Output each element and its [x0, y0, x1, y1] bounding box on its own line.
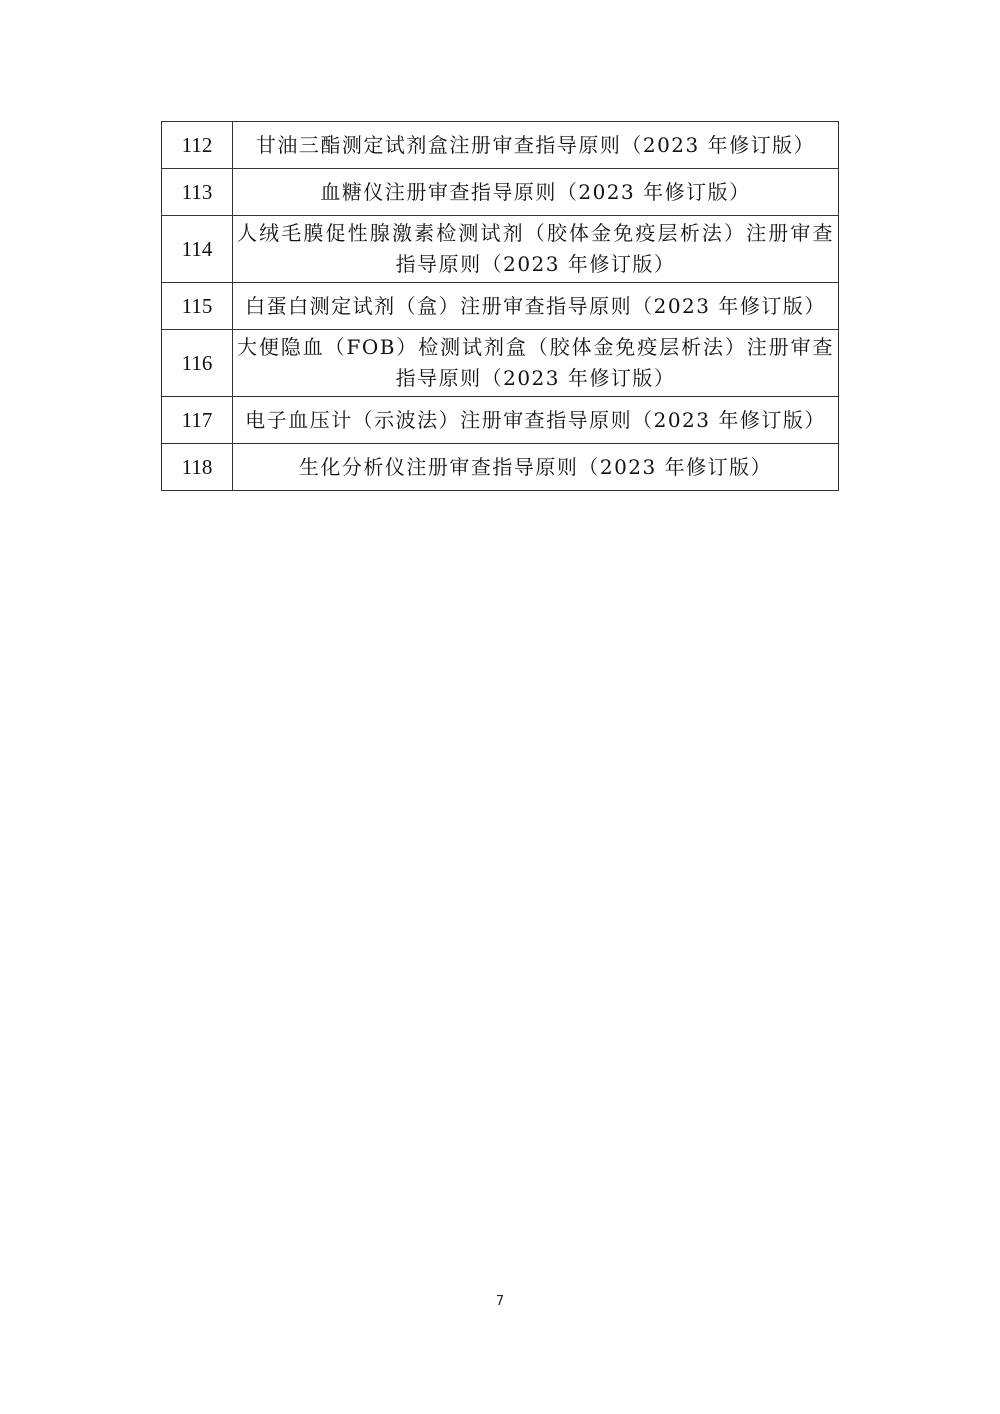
row-title: 生化分析仪注册审查指导原则（2023 年修订版）	[233, 444, 839, 491]
table-row	[162, 397, 839, 444]
table-row	[162, 216, 839, 283]
row-number: 114	[162, 216, 233, 283]
row-number: 116	[162, 330, 233, 397]
table-row	[162, 330, 839, 397]
row-title: 电子血压计（示波法）注册审查指导原则（2023 年修订版）	[233, 397, 839, 444]
row-title: 甘油三酯测定试剂盒注册审查指导原则（2023 年修订版）	[233, 122, 839, 169]
row-number: 112	[162, 122, 233, 169]
row-title: 血糖仪注册审查指导原则（2023 年修订版）	[233, 169, 839, 216]
row-title: 人绒毛膜促性腺激素检测试剂（胶体金免疫层析法）注册审查指导原则（2023 年修订版）	[233, 216, 839, 283]
row-number: 118	[162, 444, 233, 491]
row-number: 117	[162, 397, 233, 444]
row-title: 大便隐血（FOB）检测试剂盒（胶体金免疫层析法）注册审查指导原则（2023 年修订版）	[233, 330, 839, 397]
table-row	[162, 444, 839, 491]
row-number: 113	[162, 169, 233, 216]
row-title: 白蛋白测定试剂（盒）注册审查指导原则（2023 年修订版）	[233, 283, 839, 330]
guideline-table	[161, 121, 839, 491]
table-row	[162, 169, 839, 216]
table-row	[162, 283, 839, 330]
table-row	[162, 122, 839, 169]
page-number: 7	[495, 1294, 505, 1309]
row-number: 115	[162, 283, 233, 330]
